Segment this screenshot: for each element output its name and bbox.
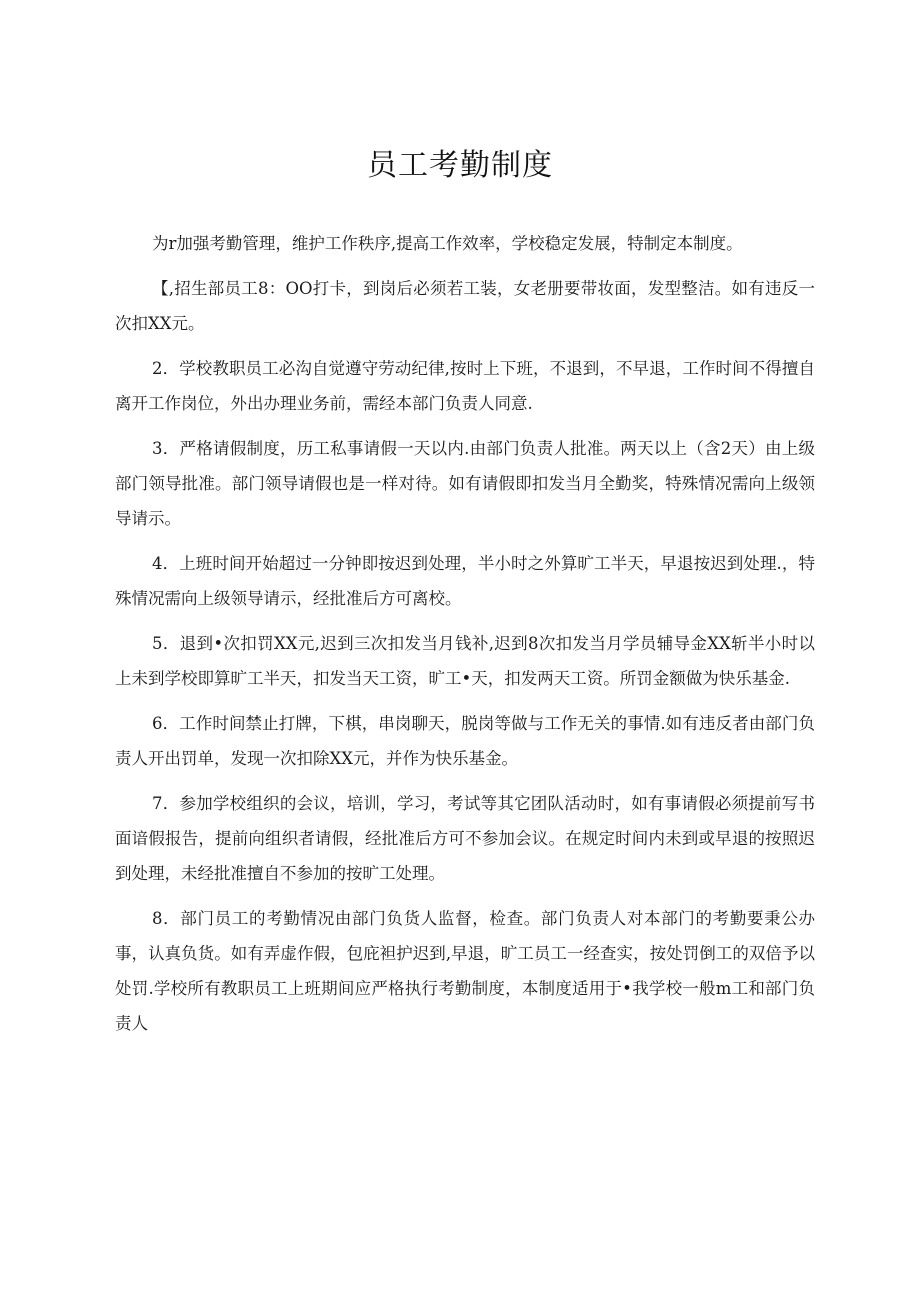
rule-item-1: 【,招生部员工8：OO打卡，到岗后必须若工装，女老册要带妆面，发型整洁。如有违反一次扣XX元。 bbox=[115, 279, 815, 333]
rule-item-5: 5．退到•次扣罚XX元,迟到三次扣发当月钱补,迟到8次扣发当月学员辅导金XX斩半小时以上未到学校即算旷工半天，扣发当天工资，旷工•天，扣发两天工资。所罚金额做为快乐基金. bbox=[115, 634, 815, 688]
document-title: 员工考勤制度 bbox=[367, 148, 553, 183]
rule-item-8: 8．部门员工的考勤情况由部门负货人监督，检查。部门负责人对本部门的考勤要秉公办事，认真负货。如有弄虚作假，包庇袒护迟到,早退，旷工员工一经查实，按处罚倒工的双倍予以处罚.学校所有教职员工上班期间应严格执行考勤制度，本制度适用于•我学校一般m工和部门负责人 bbox=[115, 909, 815, 1033]
rule-item-6: 6．工作时间禁止打牌，下棋，串岗聊天，脱岗等做与工作无关的事情.如有违反者由部门负责人开出罚单，发现一次扣除XX元，并作为快乐基金。 bbox=[115, 714, 815, 768]
document-body bbox=[115, 226, 815, 1051]
rule-item-7: 7．参加学校组织的会议，培训，学习，考试等其它团队活动时，如有事请假必须提前写书面谙假报告，提前向组织者请假，经批准后方可不参加会议。在规定时间内未到或早退的按照迟到处理，未经批准擅自不参加的按旷工处理。 bbox=[115, 794, 815, 883]
intro-paragraph: 为r加强考勤管理，维护工作秩序,提高工作效率，学校稳定发展，特制定本制度。 bbox=[152, 234, 743, 253]
rule-item-4: 4．上班时间开始超过一分钟即按迟到处理，半小时之外算旷工半天，早退按迟到处理.，特殊情况需向上级领导请示，经批准后方可离校。 bbox=[115, 554, 815, 608]
rule-item-3: 3．严格请假制度，历工私事请假一天以内.由部门负责人批准。两天以上（含2天）由上级部门领导批准。部门领导请假也是一样对待。如有请假即扣发当月全勤奖，特殊情况需向上级领导请示。 bbox=[115, 439, 815, 528]
rule-item-2: 2．学校教职员工必沟自觉遵守劳动纪律,按时上下班，不退到，不早退，工作时间不得擅自离开工作岗位，外出办理业务前，需经本部门负责人同意. bbox=[115, 359, 815, 413]
